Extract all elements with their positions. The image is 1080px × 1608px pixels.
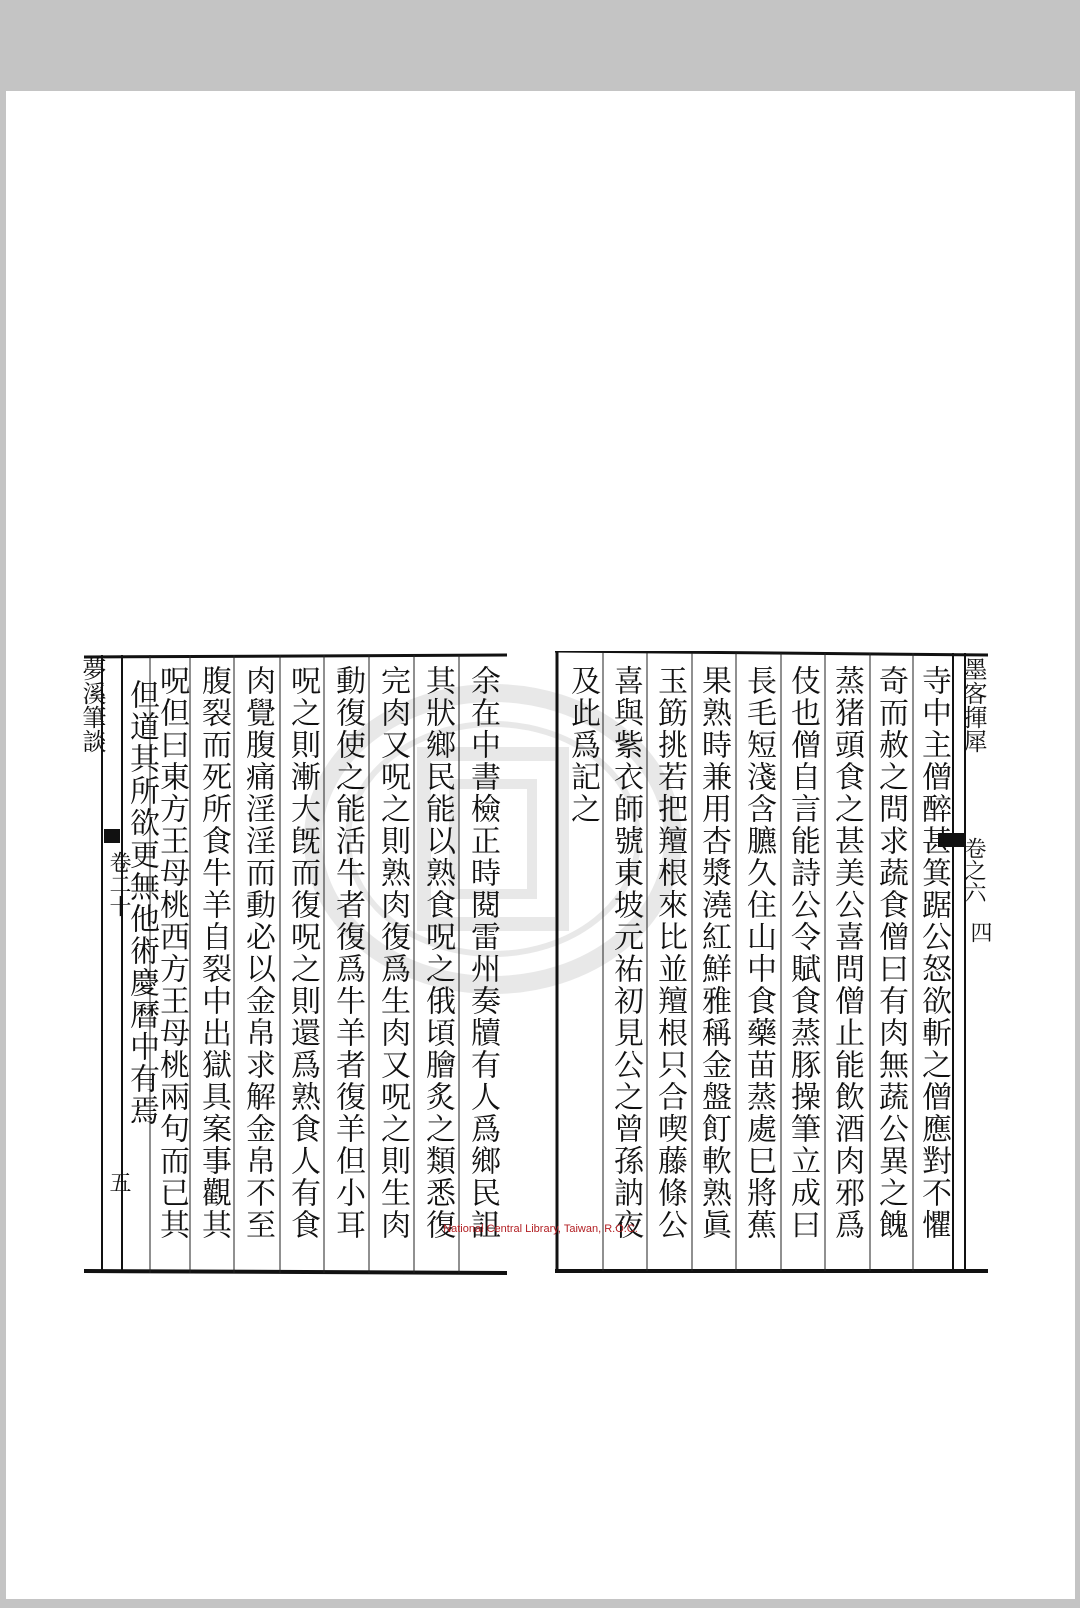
left-page (78, 651, 507, 1276)
right-spine-juan: 卷之六 (961, 837, 986, 903)
text-column: 蒸猪頭食之甚美公喜問僧止能飲酒肉邪爲 (829, 665, 864, 1241)
text-column: 伎也僧自言能詩公令賦食蒸豚操筆立成曰 (785, 665, 820, 1241)
text-column: 玉筯挑若把羶根來比並羶根只合喫藤條公 (652, 665, 687, 1241)
left-spine-juan: 卷二十 (106, 851, 131, 917)
text-column: 但道其所欲更無他術慶曆中有焉 (124, 679, 159, 1127)
right-spine-page: 四 (967, 921, 992, 943)
right-page (555, 651, 992, 1276)
text-column: 肉覺腹痛淫淫而動必以金帛求解金帛不至 (240, 665, 275, 1241)
fish-tail-mark (104, 829, 120, 843)
text-column: 果熟時兼用杏漿澆紅鮮雅稱金盤飣軟熟眞 (696, 665, 731, 1241)
text-column: 喜與紫衣師號東坡元祐初見公之曾孫訥夜 (608, 665, 643, 1241)
text-column: 長毛短淺含臕久住山中食藥苗蒸處巳將蕉 (741, 665, 776, 1241)
text-column: 動復使之能活牛者復爲牛羊者復羊但小耳 (330, 665, 365, 1241)
text-column: 寺中主僧醉甚箕踞公怒欲斬之僧應對不懼 (916, 665, 951, 1241)
text-column: 余在中書檢正時閱雷州奏牘有人爲鄉民詛 (465, 665, 500, 1241)
left-spine-title: 夢溪筆談 (78, 657, 106, 753)
left-spine-page: 五 (106, 1171, 131, 1193)
text-column: 及此爲記之 (565, 665, 600, 825)
text-column: 腹裂而死所食牛羊自裂中出獄具案事觀其 (196, 665, 231, 1241)
library-watermark: National Central Library, Taiwan, R.O.C. (443, 1223, 638, 1235)
text-column: 呪之則漸大旣而復呪之則還爲熟食人有食 (285, 665, 320, 1241)
text-column: 完肉又呪之則熟肉復爲生肉又呪之則生肉 (375, 665, 410, 1241)
document-viewer (6, 91, 1075, 1599)
text-column: 奇而赦之問求蔬食僧曰有肉無蔬公異之餽 (873, 665, 908, 1241)
text-column: 呪但曰東方王母桃西方王母桃兩句而已其 (154, 665, 189, 1241)
right-spine-title: 墨客揮犀 (959, 657, 987, 753)
text-column: 其狀鄉民能以熟食呪之俄頃膾炙之類悉復 (420, 665, 455, 1241)
